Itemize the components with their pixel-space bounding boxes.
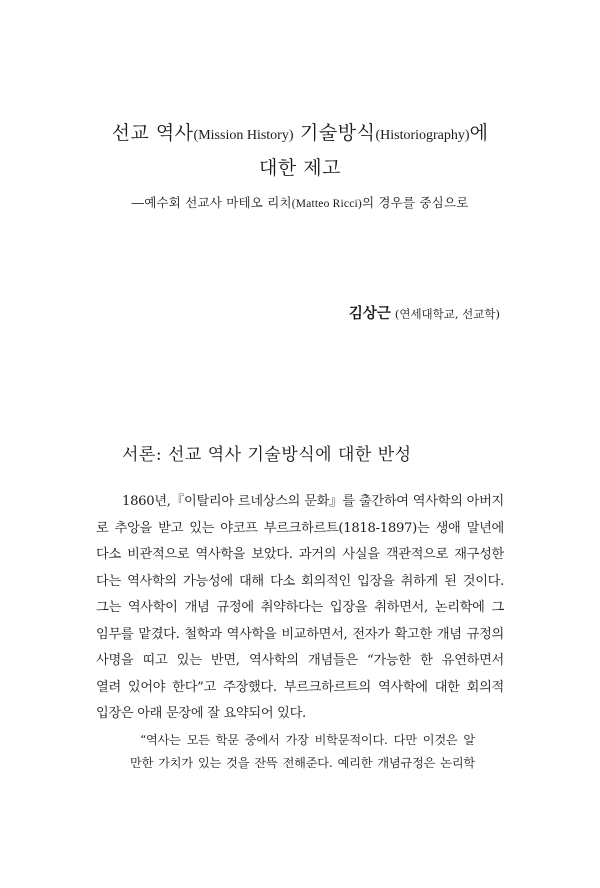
body-line: 임무를 맡겼다. 철학과 역사학을 비교하면서, 전자가 확고한 개념 규정의 [96,626,504,642]
paper-subtitle [0,193,600,214]
body-line: 입장은 아래 문장에 잘 요약되어 있다. [96,706,306,721]
quote-line: 만한 가치가 있는 것을 잔뜩 전해준다. 예리한 개념규정은 논리학 [130,756,475,770]
body-line: 그는 역사학이 개념 규정에 취약하다는 입장을 취하면서, 논리학에 그 [96,600,504,615]
title-text-c: 에 [469,122,489,144]
title-paren-b: (Historiography) [375,128,470,143]
subtitle-text-a: ―예수회 선교사 마테오 리치 [131,195,292,210]
quote-line: “역사는 모든 학문 중에서 가장 비학문적이다. 다만 이것은 알 [140,733,475,747]
body-line: 다소 비관적으로 역사학을 보았다. 과거의 사실을 객관적으로 재구성한 [96,547,504,562]
paper-title-line-2: 대한 제고 [259,157,341,179]
author-affiliation: (연세대학교, 선교학) [394,307,500,321]
body-line: 1860년,『이탈리아 르네상스의 문화』를 출간하여 역사학의 아버지 [122,494,504,509]
block-quote [130,729,475,775]
title-text-a: 선교 역사 [111,122,194,144]
body-paragraph [96,489,504,728]
body-line: 로 추앙을 받고 있는 야코프 부르크하르트(1818-1897)는 생애 말년에 [96,520,504,536]
body-line: 열려 있어야 한다”고 주장했다. 부르크하르트의 역사학에 대한 회의적 [96,679,504,695]
subtitle-paren: (Matteo Ricci) [291,198,362,210]
body-line: 사명을 띠고 있는 반면, 역사학의 개념들은 “가능한 한 유연하면서 [96,653,504,668]
subtitle-text-b: 의 경우를 중심으로 [361,195,469,210]
title-text-b: 기술방식 [293,122,376,144]
body-line: 다는 역사학의 가능성에 대해 다소 회의적인 입장을 취하게 된 것이다. [96,573,504,589]
author-line [349,304,500,324]
title-block [0,118,600,214]
paper-title-line-1 [0,118,600,151]
author-name: 김상근 [348,305,391,322]
section-heading: 서론: 선교 역사 기술방식에 대한 반성 [122,445,412,465]
title-paren-a: (Mission History) [193,128,294,143]
